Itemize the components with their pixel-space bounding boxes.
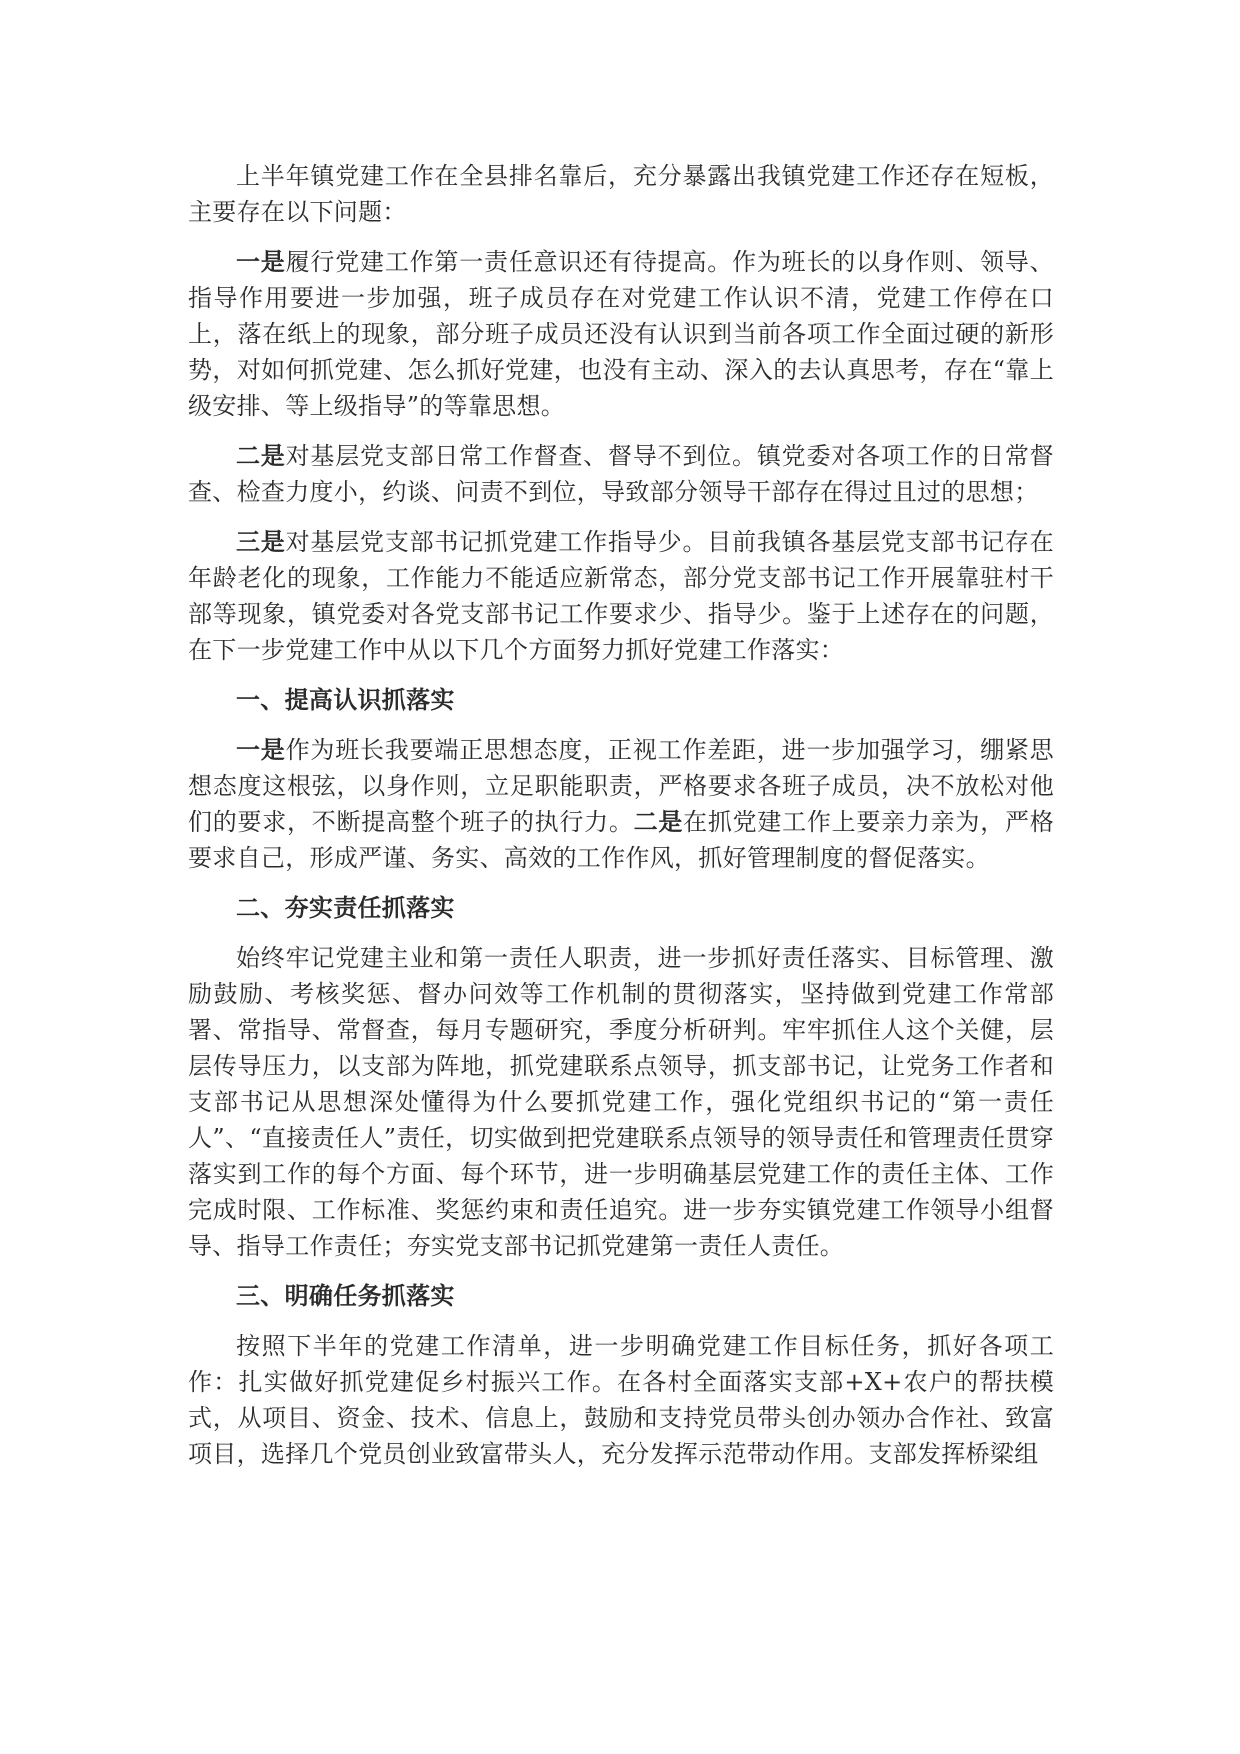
document-body	[188, 158, 1054, 1486]
problem-paragraph-3	[188, 524, 1054, 668]
problem-1-text: 履行党建工作第一责任意识还有待提高。作为班长的以身作则、领导、指导作用要进一步加强，班子成员存在对党建工作认识不清，党建工作停在口上，落在纸上的现象，部分班子成员还没有认识到当前各项工作全面过硬的新形势，对如何抓党建、怎么抓好党建，也没有主动、深入的去认真思考，存在“靠上级安排、等上级指导”的等靠思想。	[188, 248, 1054, 420]
problem-paragraph-1	[188, 244, 1054, 424]
section-1-text-2: 在抓党建工作上要亲力亲为，严格要求自己，形成严谨、务实、高效的工作作风，抓好管理制度的督促落实。	[188, 808, 1054, 872]
section-1-lead-2: 二是	[633, 807, 684, 836]
intro-paragraph	[188, 158, 1054, 230]
section-3-paragraph	[188, 1328, 1054, 1472]
intro-text: 上半年镇党建工作在全县排名靠后，充分暴露出我镇党建工作还存在短板，主要存在以下问题：	[188, 162, 1054, 226]
problem-paragraph-2	[188, 438, 1054, 510]
section-heading-1: 一、提高认识抓落实	[236, 685, 455, 714]
problem-2-text: 对基层党支部日常工作督查、督导不到位。镇党委对各项工作的日常督查、检查力度小，约谈、问责不到位，导致部分领导干部存在得过且过的思想；	[188, 442, 1054, 506]
section-3-text: 按照下半年的党建工作清单，进一步明确党建工作目标任务，抓好各项工作：扎实做好抓党建促乡村振兴工作。在各村全面落实支部+X+农户的帮扶模式，从项目、资金、技术、信息上，鼓励和支持党员带头创办领办合作社、致富项目，选择几个党员创业致富带头人，充分发挥示范带动作用。支部发挥桥梁组	[188, 1332, 1054, 1468]
section-1-text-1: 作为班长我要端正思想态度，正视工作差距，进一步加强学习，绷紧思想态度这根弦，以身作则，立足职能职责，严格要求各班子成员，决不放松对他们的要求，不断提高整个班子的执行力。	[188, 736, 1054, 836]
section-1-lead-1: 一是	[236, 735, 286, 764]
problem-3-text: 对基层党支部书记抓党建工作指导少。目前我镇各基层党支部书记存在年龄老化的现象，工作能力不能适应新常态，部分党支部书记工作开展靠驻村干部等现象，镇党委对各党支部书记工作要求少、指导少。鉴于上述存在的问题，在下一步党建工作中从以下几个方面努力抓好党建工作落实：	[188, 528, 1054, 664]
section-2-paragraph	[188, 940, 1054, 1264]
problem-3-lead: 三是	[236, 527, 286, 556]
section-1-paragraph	[188, 732, 1054, 876]
section-heading-2: 二、夯实责任抓落实	[236, 893, 455, 922]
problem-1-lead: 一是	[236, 247, 286, 276]
problem-2-lead: 二是	[236, 441, 286, 470]
section-2-text: 始终牢记党建主业和第一责任人职责，进一步抓好责任落实、目标管理、激励鼓励、考核奖惩、督办问效等工作机制的贯彻落实，坚持做到党建工作常部署、常指导、常督查，每月专题研究，季度分析研判。牢牢抓住人这个关健，层层传导压力，以支部为阵地，抓党建联系点领导，抓支部书记，让党务工作者和支部书记从思想深处懂得为什么要抓党建工作，强化党组织书记的“第一责任人”、“直接责任人”责任，切实做到把党建联系点领导的领导责任和管理责任贯穿落实到工作的每个方面、每个环节，进一步明确基层党建工作的责任主体、工作完成时限、工作标准、奖惩约束和责任追究。进一步夯实镇党建工作领导小组督导、指导工作责任；夯实党支部书记抓党建第一责任人责任。	[188, 944, 1054, 1260]
section-heading-3: 三、明确任务抓落实	[236, 1281, 455, 1310]
